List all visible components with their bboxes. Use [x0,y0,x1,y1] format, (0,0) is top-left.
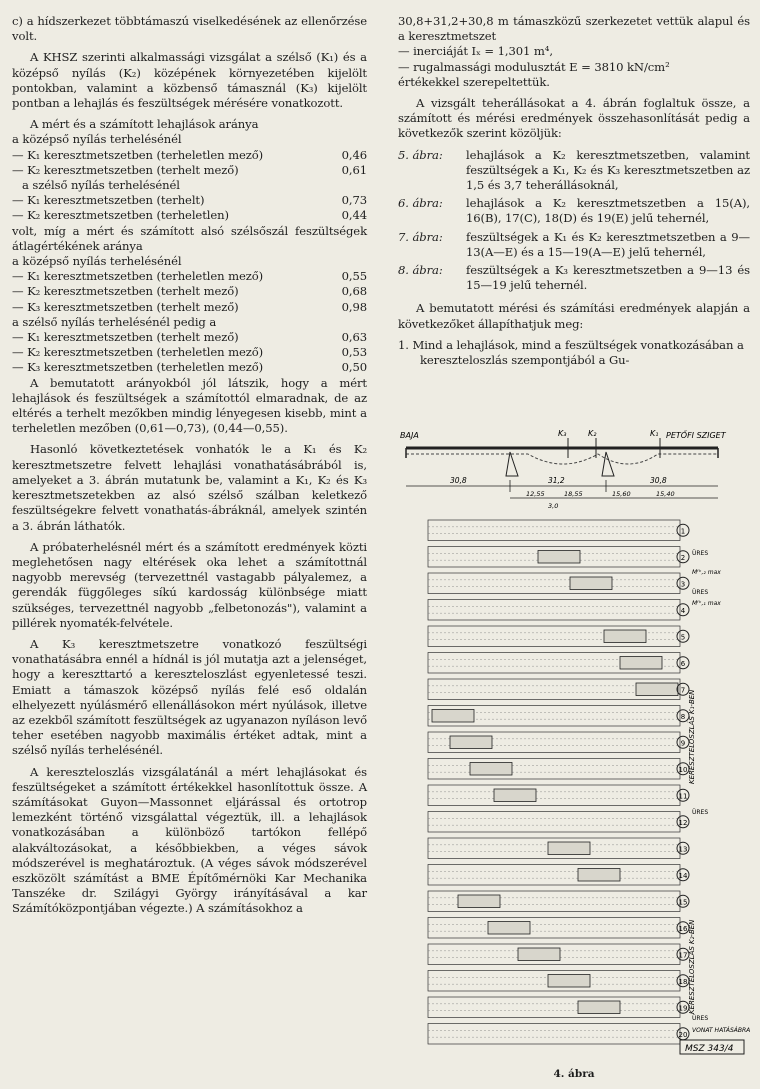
ratio-value: 0,98 [341,299,367,314]
load-row [428,785,689,806]
row-number: 9 [680,739,686,748]
span-dimension: 30,8 [650,476,667,485]
ratio-row [12,193,367,208]
figure-caption: 4. ábra [553,1068,595,1080]
row-number: 12 [678,818,688,827]
load-row [428,573,689,594]
deck-band [428,573,680,594]
stamp-text: MSZ 343/4 [685,1044,734,1054]
ratio-list [12,117,367,375]
list-subheading: a középső nyílás terhelésénél [12,132,182,147]
row-number: 1 [680,527,686,536]
paragraph: A K₃ keresztmetszetre vonatkozó feszültségi vonathatásábra ennél a hídnál is jól mutatja azt a jelenséget, hogy a kereszttartó a kereszteloszlást egyenletessé teszi. Emiatt a támaszok középső nyílás felé eső oldalán elhelyezett nyúlásmérő ellenállásokon mért nyúlások, illetve az ezekből számított feszültségek az ugyanazon nyíláson levő teher esetében nagyobb maximális értéket adtak, mint a szélső nyílás terhelésénél. [12,636,367,758]
row-number: 4 [680,606,686,615]
span-dimension: 31,2 [548,476,565,485]
sub-dimension: 15,60 [612,490,631,498]
load-row [428,891,689,912]
row-number: 20 [678,1030,688,1039]
figure-reference-label: 8. ábra: [398,263,443,278]
note-moment: Mᶠᵏ,₂ max [692,569,721,576]
ratio-row [12,269,367,284]
deck-band [428,865,680,886]
note-moment: Mᶠᵏ,₁ max [692,600,721,607]
ratio-row [12,284,367,299]
deck-band [428,997,680,1018]
ratio-row [12,345,367,360]
row-number: 5 [680,633,686,642]
figure-reference-label: 5. ábra: [398,147,443,162]
left-column [12,14,367,923]
load-row [428,547,689,568]
ratio-value: 0,73 [341,193,367,208]
figure-reference-text: lehajlások a K₂ keresztmetszetben, valamint feszültségek a K₁, K₂ és K₃ keresztmetszetben az 1,5 és 3,7 teherállásoknál, [466,147,750,193]
row-number: 11 [678,792,688,801]
ratio-label: — K₃ keresztmetszetben (terheletlen mező) [12,360,264,375]
figure-reference [398,196,750,226]
load-row [428,997,689,1018]
vehicle-load [636,683,678,696]
ratio-value: 0,63 [341,330,367,345]
load-row [428,759,689,780]
deck-band [428,785,680,806]
row-number: 3 [680,580,686,589]
ratio-row [12,360,367,375]
row-number: 14 [678,871,688,880]
vehicle-load [548,975,590,988]
vehicle-load [494,789,536,802]
paragraph: A vizsgált teherállásokat a 4. ábrán foglaltuk össze, a számított és mérési eredmények összehasonlítását pedig a következők szerint közöljük: [398,96,750,141]
paragraph: c) a hídszerkezet többtámaszú viselkedésének az ellenőrzése volt. [12,14,367,44]
ratio-label: — K₂ keresztmetszetben (terheletlen) [12,208,229,223]
note-empty: ÜRES [692,589,709,596]
load-row [428,944,689,965]
k3-label: K₃ [558,429,567,438]
figure-reference-label: 7. ábra: [398,229,443,244]
figure-reference [398,263,750,293]
side-label-k2: KERESZTELOSZLÁS K₂-BEN [688,919,696,1014]
list-item: — inerciáját Iₓ = 1,301 m⁴, [398,44,553,59]
ratio-row [12,148,367,163]
vehicle-load [538,551,580,564]
deck-band [428,812,680,833]
k1-label: K₁ [650,429,659,438]
list-text: volt, míg a mért és számított alsó szélsőszál feszültségek átlagértékének aránya [12,223,367,253]
vehicle-load [570,577,612,590]
row-number: 19 [678,1004,688,1013]
side-label-k1: KERESZTELOSZLÁS K₁-BEN [688,689,696,784]
list-subheading: a szélső nyílás terhelésénél pedig a [12,314,217,329]
load-row [428,1024,689,1045]
vehicle-load [488,922,530,935]
note-empty: ÜRES [692,1015,709,1022]
row-number: 10 [678,765,688,774]
right-bank-label: PETŐFI SZIGET [666,431,726,440]
row-number: 7 [680,686,686,695]
ratio-row [12,163,367,178]
figure-reference-text: feszültségek a K₃ keresztmetszetben a 9—13 és 15—19 jelű tehernél. [466,263,750,293]
list-subheading: a középső nyílás terhelésénél [12,254,182,269]
load-row [428,838,689,859]
vehicle-load [458,895,500,908]
left-bank-label: BAJA [400,431,419,440]
load-position-diagram [398,424,750,1064]
sub-dimension: 12,55 [526,490,545,498]
figure-list [398,148,750,294]
load-row [428,865,689,886]
paragraph: Hasonló következtetések vonhatók le a K₁ és K₂ keresztmetszetre felvett lehajlási vonathatásábrából is, amelyeket a 3. ábrán mutatunk be, valamint a K₁, K₂ és K₃ keresztmetszetekben az alsó szélső szálban keletkező feszültségekre felvett vonathatás-ábráknál, amelyek szintén a 3. ábrán láthatók. [12,442,367,533]
figure-reference-text: feszültségek a K₁ és K₂ keresztmetszetben a 9—13(A—E) és a 15—19(A—E) jelű tehernél, [466,229,750,259]
ratio-value: 0,61 [341,162,367,177]
paragraph: értékekkel szerepeltettük. [398,74,550,89]
figure-reference-text: lehajlások a K₂ keresztmetszetben a 15(A), 16(B), 17(C), 18(D) és 19(E) jelű tehernél, [466,196,750,226]
load-row [428,520,689,541]
right-column [398,14,750,374]
note-empty: ÜRES [692,809,709,816]
paragraph: 1. Mind a lehajlások, mind a feszültségek vonatkozásában a kereszteloszlás szempontjából a Gu- [398,337,744,368]
deck-band [428,1024,680,1045]
paragraph: A bemutatott mérési és számítási eredmények alapján a következőket állapíthatjuk meg: [398,301,750,331]
paragraph: 30,8+31,2+30,8 m támaszközű szerkezetet vettük alapul és a keresztmetszet [398,14,750,44]
ratio-label: — K₁ keresztmetszetben (terheletlen mező) [12,269,264,284]
ratio-label: — K₁ keresztmetszetben (terhelt) [12,193,205,208]
ratio-value: 0,46 [341,147,367,162]
span-dimension: 30,8 [450,476,467,485]
vehicle-load [578,869,620,882]
load-row [428,653,689,674]
row-number: 6 [680,659,686,668]
row-number: 2 [680,553,686,562]
row-number: 15 [678,898,688,907]
ratio-value: 0,53 [341,345,367,360]
ratio-label: — K₂ keresztmetszetben (terhelt mező) [12,162,239,177]
row-number: 13 [678,845,688,854]
k2-label: K₂ [588,429,597,438]
ratio-label: — K₁ keresztmetszetben (terhelt mező) [12,330,239,345]
sub-dimension: 18,55 [564,490,583,498]
ratio-label: — K₂ keresztmetszetben (terhelt mező) [12,284,239,299]
load-row [428,918,689,939]
deck-band [428,918,680,939]
list-heading: A mért és a számított lehajlások aránya [30,117,259,132]
sub-dimension: 15,40 [656,490,675,498]
pier-left [506,452,518,476]
ratio-label: — K₁ keresztmetszetben (terheletlen mező) [12,147,264,162]
paragraph: A bemutatott arányokból jól látszik, hogy a mért lehajlások és feszültségek a számítottól elmaradnak, de az eltérés a terhelt mezőkben mindig lényegesen kisebb, mint a terheletlen mezőben (0,61—0,73), (0,44—0,55). [12,375,367,436]
load-row [428,706,689,727]
note-vonat: VONAT HATÁSÁBRA [692,1027,750,1034]
paragraph: A kereszteloszlás vizsgálatánál a mért lehajlásokat és feszültségeket a számított értékekkel hasonlítottuk össze. A számításokat Guyon—Massonnet eljárással és ortotrop lemezként történő vizsgálattal végeztük, ill. a lehajlások vonatkozásában a különböző tartókon fellépő alakváltozásokat, a későbbiekben, a véges sávok módszerével is meghatároztuk. (A véges sávok módszerével eszközölt számítást a BME Építőmérnöki Kar Mechanika Tanszéke dr. Szilágyi György irányításával a kar Számítóközpontjában végezte.) A számításokhoz a [12,764,367,916]
list-item: — rugalmassági modulusztát E = 3810 kN/cm² [398,59,670,74]
paragraph: A próbaterhelésnél mért és a számított eredmények közti meglehetősen nagy eltérések oka lehet a számítottnál nagyobb merevség (tervezettnél vastagabb pályalemez, a gerendák függőleges síkú kardosság különbsége miatt szükséges, tervezettnél nagyobb „felbetonozás"), valamint a pillérek nyomaték-felvétele. [12,539,367,630]
ratio-value: 0,68 [341,284,367,299]
deck-band [428,520,680,541]
load-row [428,626,689,647]
sub-dimension: 3,0 [548,502,559,510]
deck-band [428,600,680,621]
row-number: 17 [678,951,688,960]
figure-4 [398,424,750,1064]
ratio-value: 0,50 [341,360,367,375]
deck-band [428,759,680,780]
load-row [428,600,689,621]
load-row [428,971,689,992]
vehicle-load [620,657,662,670]
list-subheading: a szélső nyílás terhelésénél [22,178,180,193]
load-row [428,732,689,753]
vehicle-load [470,763,512,776]
row-number: 8 [680,712,686,721]
row-number: 18 [678,977,688,986]
figure-reference-label: 6. ábra: [398,196,443,211]
ratio-label: — K₃ keresztmetszetben (terhelt mező) [12,299,239,314]
figure-reference [398,230,750,260]
ratio-row [12,300,367,315]
load-row [428,679,689,700]
vehicle-load [518,948,560,961]
vehicle-load [548,842,590,855]
figure-reference [398,148,750,194]
vehicle-load [432,710,474,723]
ratio-row [12,208,367,223]
ratio-row [12,330,367,345]
girder-line [406,454,718,464]
load-rows [428,520,689,1044]
load-row [428,812,689,833]
vehicle-load [450,736,492,749]
ratio-value: 0,44 [341,208,367,223]
note-empty: ÜRES [692,550,709,557]
paragraph: A KHSZ szerinti alkalmassági vizsgálat a szélső (K₁) és a középső nyílás (K₂) középének környezetében kijelölt pontokban, valamint a közbenső támasznál (K₃) kijelölt pontban a lehajlás és feszültségek mérésére vonatkozott. [12,50,367,111]
ratio-value: 0,55 [341,269,367,284]
ratio-label: — K₂ keresztmetszetben (terheletlen mező) [12,345,264,360]
row-number: 16 [678,924,688,933]
vehicle-load [578,1001,620,1014]
pier-right [602,452,614,476]
vehicle-load [604,630,646,643]
